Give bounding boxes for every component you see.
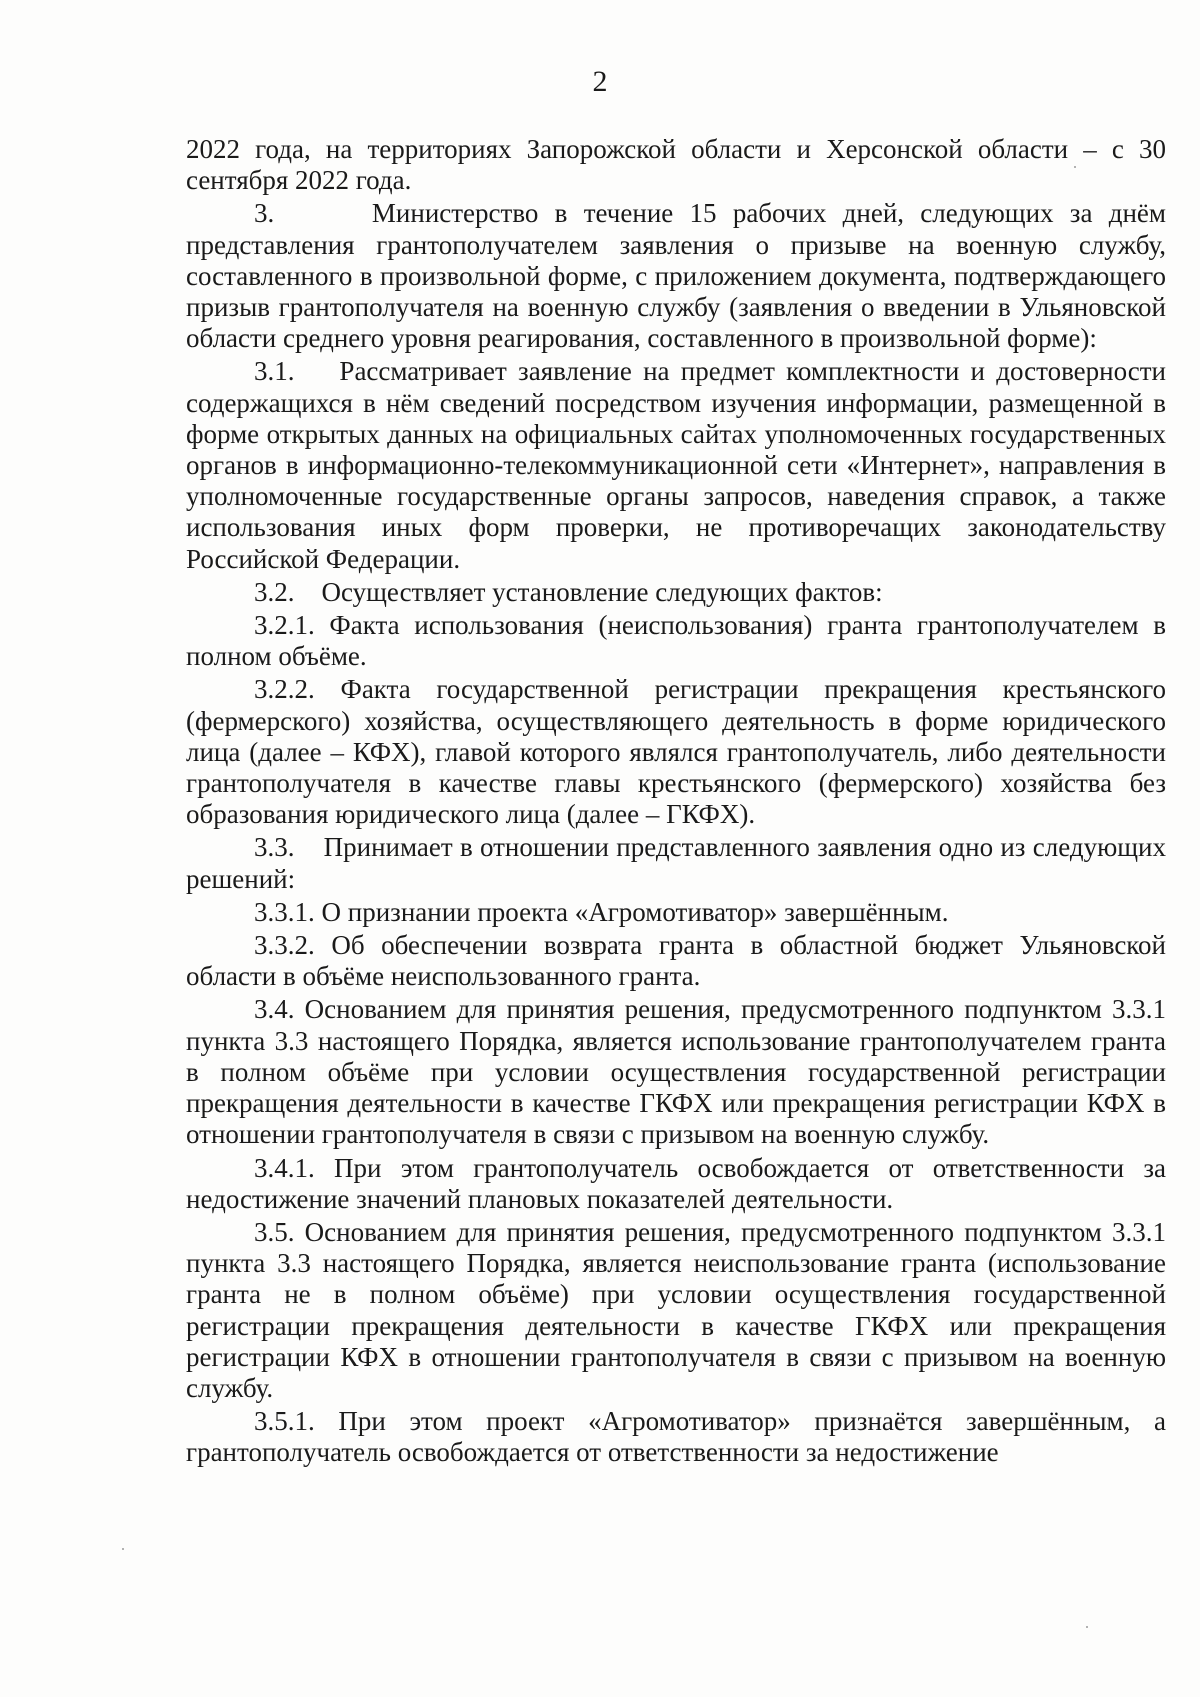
paragraph-3-3-2: 3.3.2. Об обеспечении возврата гранта в областной бюджет Ульяновской области в объёме неиспользованного гранта. <box>186 930 1166 992</box>
paragraph-3-4: 3.4. Основанием для принятия решения, предусмотренного подпунктом 3.3.1 пункта 3.3 настоящего Порядка, является использование грантополучателем гранта в полном объёме при условии осуществления государственной регистрации прекращения деятельности в качестве ГКФХ или прекращения регистрации КФХ в отношении грантополучателя в связи с призывом на военную службу. <box>186 994 1166 1150</box>
paragraph-3-5: 3.5. Основанием для принятия решения, предусмотренного подпунктом 3.3.1 пункта 3.3 настоящего Порядка, является неиспользование гранта (использование гранта не в полном объёме) при условии осуществления государственной регистрации прекращения деятельности в качестве ГКФХ или прекращения регистрации КФХ в отношении грантополучателя в связи с призывом на военную службу. <box>186 1216 1166 1403</box>
paragraph-3: 3. Министерство в течение 15 рабочих дней, следующих за днём представления грантополучателем заявления о призыве на военную службу, составленного в произвольной форме, с приложением документа, подтверждающего призыв грантополучателя на военную службу (заявления о введении в Ульяновской области среднего уровня реагирования, составленного в произвольной форме): <box>186 198 1166 354</box>
paragraph-3-2-1: 3.2.1. Факта использования (неиспользования) гранта грантополучателем в полном объёме. <box>186 610 1166 672</box>
paragraph-3-2-2: 3.2.2. Факта государственной регистрации прекращения крестьянского (фермерского) хозяйства, осуществляющего деятельность в форме юридического лица (далее – КФХ), главой которого являлся грантополучатель, либо деятельности грантополучателя в качестве главы крестьянского (фермерского) хозяйства без образования юридического лица (далее – ГКФХ). <box>186 674 1166 830</box>
scan-speck <box>122 1548 124 1550</box>
document-body <box>186 134 1166 1469</box>
paragraph-3-3-1: 3.3.1. О признании проекта «Агромотиватор» завершённым. <box>254 896 949 927</box>
paragraph-3-1: 3.1. Рассматривает заявление на предмет комплектности и достоверности содержащихся в нём сведений посредством изучения информации, размещенной в форме открытых данных на официальных сайтах уполномоченных государственных органов в информационно-телекоммуникационной сети «Интернет», направления в уполномоченные государственные органы запросов, наведения справок, а также использования иных форм проверки, не противоречащих законодательству Российской Федерации. <box>186 356 1166 574</box>
paragraph-3-2: 3.2. Осуществляет установление следующих фактов: <box>254 576 883 607</box>
scan-speck <box>1086 1626 1088 1628</box>
paragraph-3-5-1: 3.5.1. При этом проект «Агромотиватор» признаётся завершённым, а грантополучатель освобождается от ответственности за недостижение <box>186 1406 1166 1468</box>
paragraph-3-4-1: 3.4.1. При этом грантополучатель освобождается от ответственности за недостижение значений плановых показателей деятельности. <box>186 1152 1166 1214</box>
paragraph-continuation: 2022 года, на территориях Запорожской области и Херсонской области – с 30 сентября 2022 года. <box>186 134 1166 196</box>
scan-speck <box>1074 166 1076 168</box>
paragraph-3-3: 3.3. Принимает в отношении представленного заявления одно из следующих решений: <box>186 832 1166 894</box>
page-number: 2 <box>592 65 608 98</box>
